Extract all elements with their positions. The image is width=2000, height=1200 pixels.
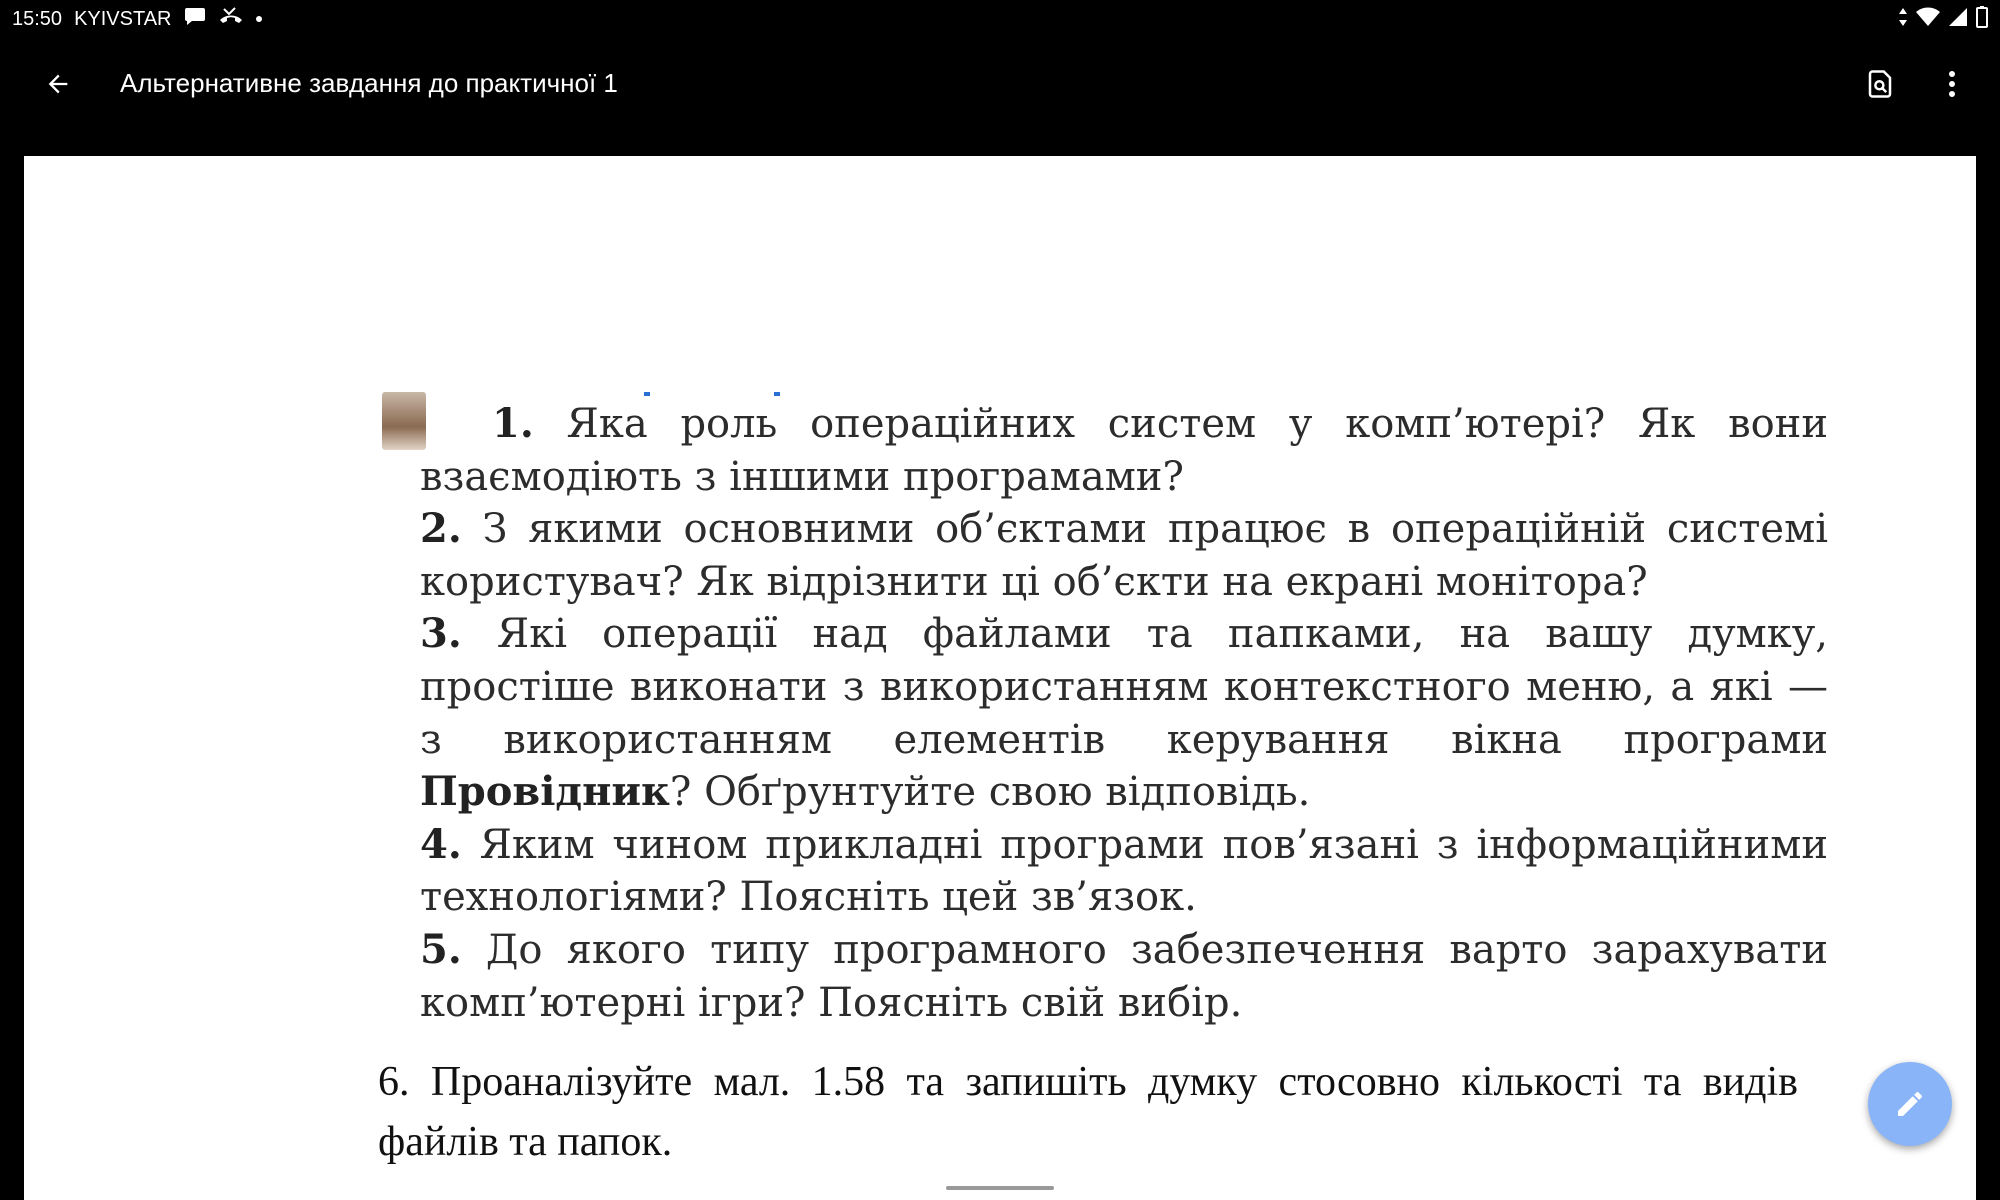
document-page[interactable] xyxy=(24,156,1976,1200)
find-in-page-icon xyxy=(1865,69,1895,99)
scan-mark xyxy=(644,392,650,396)
missed-call-icon xyxy=(218,6,244,32)
questions-text xyxy=(420,398,1828,1029)
notification-dot-icon xyxy=(256,16,262,22)
question-number: 1. xyxy=(492,400,534,447)
message-icon xyxy=(184,6,206,32)
question-text: Яким чином прикладні програми пов’язані з інформаційними технологіями? Поясніть цей зв’язок. xyxy=(420,821,1828,921)
question-number: 4. xyxy=(420,820,462,868)
question-number: 2. xyxy=(420,505,462,553)
status-bar xyxy=(0,0,2000,38)
data-arrows-icon xyxy=(1898,7,1908,33)
status-carrier: KYIVSTAR xyxy=(74,7,172,30)
question-number: 5. xyxy=(420,925,462,973)
question-5 xyxy=(420,924,1828,1029)
question-text: До якого типу програмного забезпечення варто зарахувати комп’ютерні ігри? Поясніть свій вибір. xyxy=(420,926,1828,1026)
document-title: Альтернативне завдання до практичної 1 xyxy=(120,68,618,98)
scan-mark xyxy=(774,392,780,396)
page-scroll-indicator[interactable] xyxy=(946,1186,1054,1190)
back-button[interactable] xyxy=(36,62,80,106)
question-number: 3. xyxy=(420,610,462,658)
question-text: З якими основними об’єктами працює в операційній системі користувач? Як відрізнити ці об’єкти на екрані монітора? xyxy=(420,506,1828,605)
question-text: ? Обґрунтуйте свою відповідь. xyxy=(669,769,1311,816)
app-bar xyxy=(0,40,2000,130)
question-6: 6. Проаналізуйте мал. 1.58 та запишіть думку стосовно кількості та видів файлів та папок. xyxy=(378,1059,1798,1165)
more-vert-icon xyxy=(1948,70,1956,98)
edit-fab-button[interactable] xyxy=(1868,1062,1952,1146)
question-4 xyxy=(420,819,1828,924)
arrow-back-icon xyxy=(44,70,72,98)
question-text: Які операції над файлами та папками, на вашу думку, простіше виконати з використанням контекстного меню, а які — з використанням елементів керування вікна програми xyxy=(420,611,1828,763)
more-options-button[interactable] xyxy=(1930,62,1974,106)
question-1 xyxy=(420,398,1828,503)
cell-signal-icon xyxy=(1948,7,1968,33)
edit-pencil-icon xyxy=(1894,1088,1926,1120)
find-in-page-button[interactable] xyxy=(1858,62,1902,106)
battery-icon xyxy=(1976,6,1988,34)
question-text: Яка роль операційних систем у комп’ютері? Як вони взаємодіють з іншими програмами? xyxy=(420,401,1828,500)
question-3 xyxy=(420,608,1828,818)
status-time: 15:50 xyxy=(12,7,63,30)
question-2 xyxy=(420,503,1828,608)
program-name: Провідник xyxy=(420,768,670,816)
wifi-icon xyxy=(1916,7,1940,33)
